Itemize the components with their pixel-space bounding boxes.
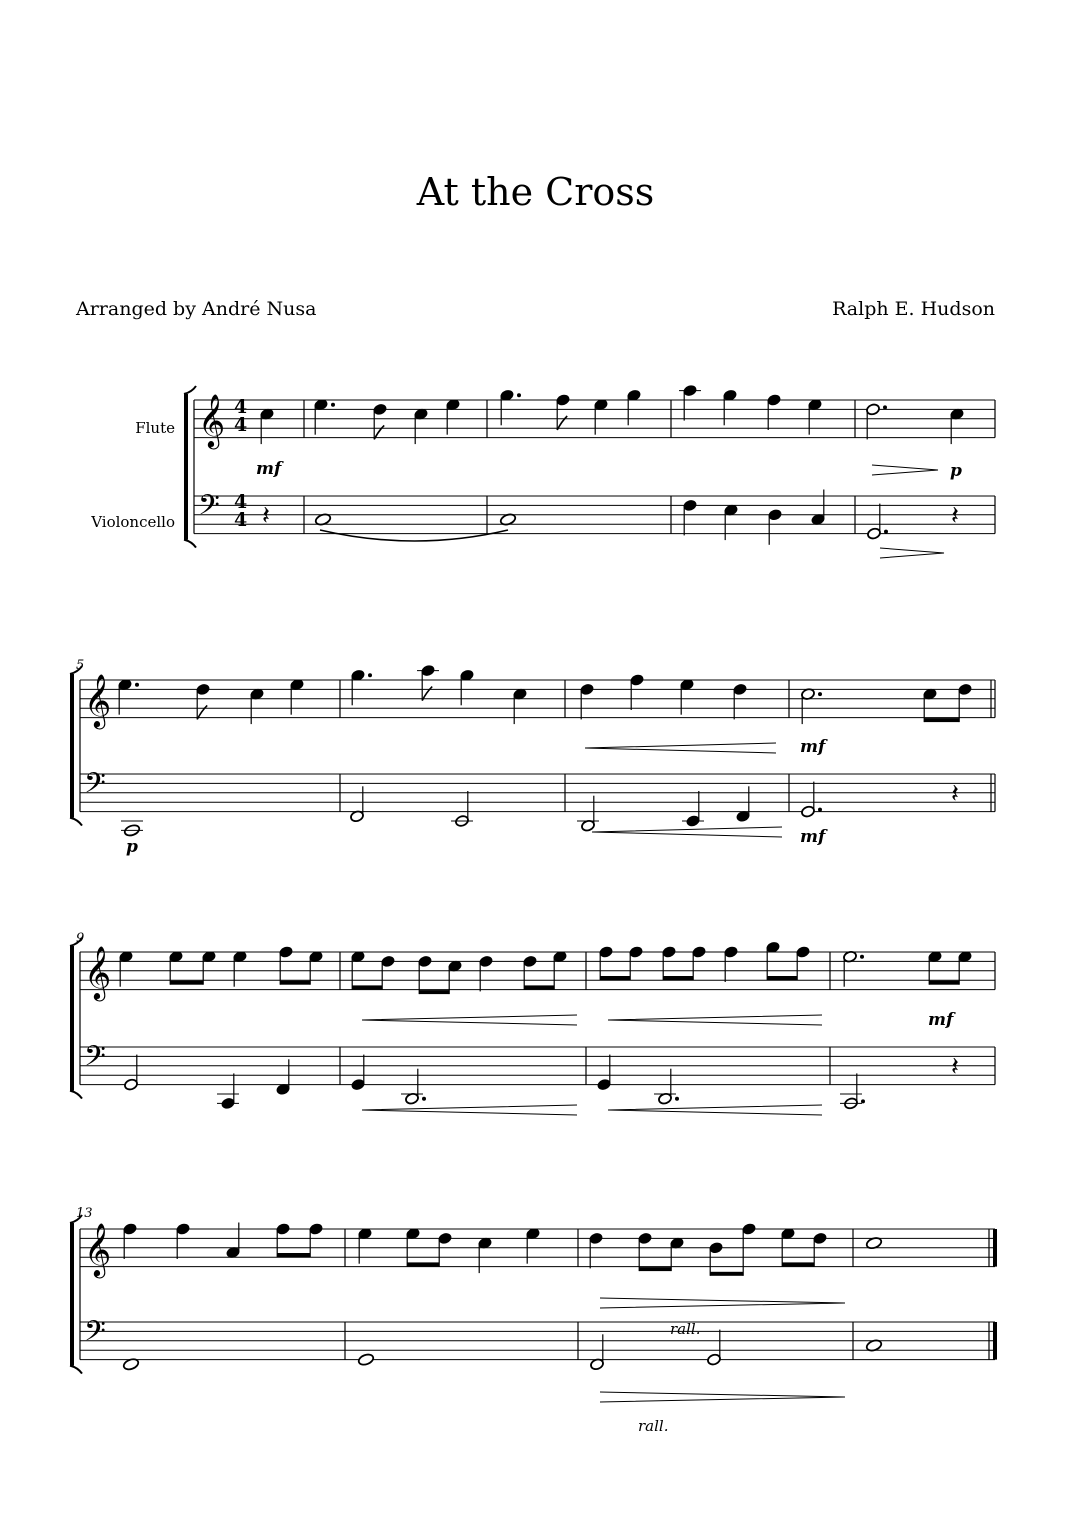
treble-clef-icon: 𝄞 <box>84 1222 112 1276</box>
treble-clef-icon: 𝄞 <box>198 393 226 447</box>
dynamic-p: p <box>950 461 962 481</box>
augmentation-dot <box>368 673 372 677</box>
notehead <box>867 527 882 540</box>
notehead <box>709 1241 724 1254</box>
augmentation-dot <box>860 955 864 959</box>
quarter-rest-icon: 𝄽 <box>951 779 959 809</box>
diminuendo-hairpin <box>600 1298 845 1308</box>
dynamic-mf: mf <box>256 459 282 479</box>
notehead <box>309 1223 324 1236</box>
notehead <box>381 955 396 968</box>
notehead <box>523 955 538 968</box>
augmentation-dot <box>861 1099 865 1103</box>
dynamic-mf: mf <box>800 827 826 847</box>
treble-clef-icon: 𝄞 <box>84 945 112 999</box>
crescendo-hairpin <box>362 1105 577 1115</box>
bass-clef-icon: 𝄢 <box>84 767 106 807</box>
notehead <box>767 394 782 407</box>
note-beam <box>710 1272 743 1276</box>
bass-clef-icon: 𝄢 <box>198 489 220 529</box>
notehead <box>742 1223 757 1236</box>
notehead <box>589 1232 604 1245</box>
notehead <box>176 1223 191 1236</box>
note-beam <box>639 1267 671 1271</box>
crescendo-hairpin <box>585 743 776 753</box>
notehead <box>597 1078 612 1091</box>
system-bracket-top <box>184 386 196 394</box>
augmentation-dot <box>675 1097 679 1101</box>
tempo-rall: rall. <box>638 1417 669 1435</box>
crescendo-hairpin <box>608 1105 822 1115</box>
time-signature-top: 4 <box>234 396 248 418</box>
quarter-rest-icon: 𝄽 <box>951 1052 959 1082</box>
note-beam <box>280 981 310 985</box>
augmentation-dot <box>818 808 822 812</box>
time-signature-bottom: 4 <box>234 414 248 436</box>
notehead <box>351 1078 366 1091</box>
crescendo-hairpin <box>362 1015 577 1025</box>
notehead <box>276 1223 291 1236</box>
composer-credit: Ralph E. Hudson <box>832 298 995 320</box>
system <box>70 1215 997 1374</box>
augmentation-dot <box>883 405 887 409</box>
augmentation-dot <box>135 683 139 687</box>
notehead <box>629 946 644 959</box>
note-beam <box>352 985 382 989</box>
notehead <box>123 1223 138 1236</box>
augmentation-dot <box>884 530 888 534</box>
augmentation-dot <box>422 1097 426 1101</box>
system-bracket-bottom <box>70 1091 82 1099</box>
augmentation-dot <box>818 692 822 696</box>
final-barline-thick <box>993 1229 997 1267</box>
measure-number: 9 <box>76 931 85 946</box>
bass-clef-icon: 𝄢 <box>84 1315 106 1355</box>
note-beam <box>419 990 449 994</box>
note-beam <box>524 985 554 989</box>
notehead <box>196 683 211 696</box>
notehead <box>683 499 698 512</box>
score-title: At the Cross <box>416 170 655 214</box>
notehead <box>418 955 433 968</box>
arranger-credit: Arranged by André Nusa <box>76 298 317 320</box>
notehead <box>813 1232 828 1245</box>
notehead <box>630 674 645 687</box>
notehead <box>279 946 294 959</box>
note-beam <box>663 976 693 980</box>
crescendo-hairpin <box>608 1015 822 1025</box>
notehead <box>796 946 811 959</box>
notehead <box>707 1353 722 1366</box>
note-beam <box>170 981 203 985</box>
notehead <box>556 394 571 407</box>
notehead <box>724 946 739 959</box>
notehead <box>866 403 881 416</box>
dynamic-p: p <box>126 837 138 857</box>
notehead <box>662 946 677 959</box>
notehead <box>638 1232 653 1245</box>
notehead <box>692 946 707 959</box>
diminuendo-hairpin <box>600 1392 845 1402</box>
note-beam <box>924 718 959 722</box>
dynamic-mf: mf <box>928 1010 954 1030</box>
note-beam <box>782 1262 814 1266</box>
quarter-rest-icon: 𝄽 <box>262 501 270 531</box>
tempo-rall: rall. <box>670 1320 701 1338</box>
notehead <box>580 683 595 696</box>
note-beam <box>767 976 797 980</box>
final-barline-thick <box>993 1322 997 1360</box>
notehead <box>958 683 973 696</box>
quarter-rest-icon: 𝄽 <box>951 501 959 531</box>
augmentation-dot <box>517 393 521 397</box>
bass-clef-icon: 𝄢 <box>84 1040 106 1080</box>
crescendo-hairpin <box>592 827 782 837</box>
notehead <box>373 403 388 416</box>
notehead <box>357 1353 374 1367</box>
diminuendo-hairpin <box>880 548 944 558</box>
notehead <box>599 946 614 959</box>
notehead <box>801 805 816 818</box>
augmentation-dot <box>331 403 335 407</box>
treble-clef-icon: 𝄞 <box>84 673 112 727</box>
tie <box>320 530 508 541</box>
system-bracket-bottom <box>184 540 196 548</box>
music-systems <box>70 384 997 1402</box>
note-beam <box>929 981 959 985</box>
instrument-label-flute: Flute <box>135 419 175 437</box>
time-signature-top: 4 <box>234 491 248 513</box>
notehead <box>733 683 748 696</box>
system-bracket-bottom <box>70 818 82 826</box>
note-beam <box>407 1262 439 1266</box>
system-bracket-bottom <box>70 1366 82 1374</box>
measure-number: 13 <box>76 1206 93 1221</box>
notehead <box>479 955 494 968</box>
dynamic-mf: mf <box>800 737 826 757</box>
measure-number: 5 <box>76 658 85 673</box>
notehead <box>124 1078 139 1091</box>
notehead <box>438 1232 453 1245</box>
diminuendo-hairpin <box>872 465 938 475</box>
note-beam <box>277 1253 310 1257</box>
note-beam <box>600 976 630 980</box>
instrument-label-cello: Violoncello <box>91 513 175 531</box>
time-signature-bottom: 4 <box>234 509 248 531</box>
notehead <box>768 508 783 521</box>
